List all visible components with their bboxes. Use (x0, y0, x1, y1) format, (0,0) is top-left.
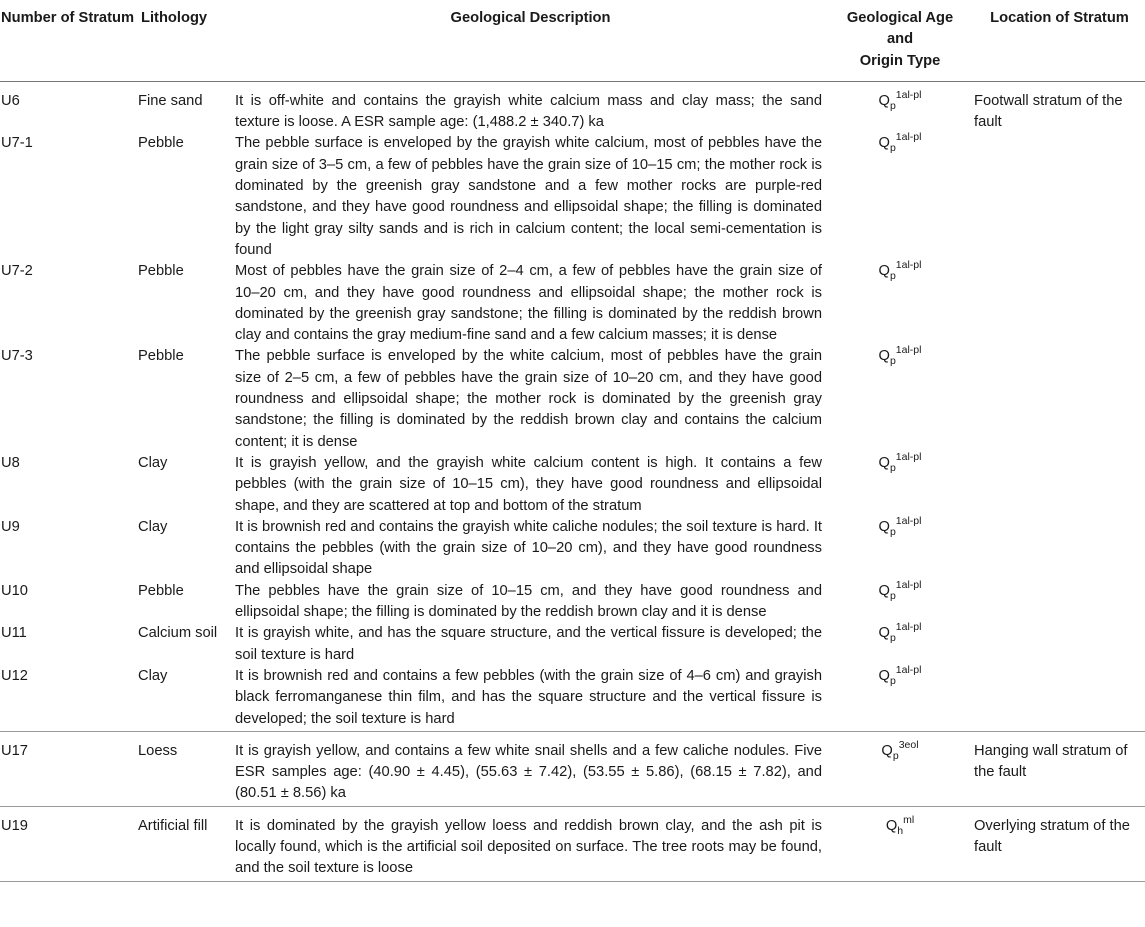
stratum-lithology: Pebble (138, 582, 184, 599)
age-subscript: p (889, 632, 896, 645)
stratum-location (974, 133, 1145, 261)
stratum-location: Hanging wall stratum of the fault (974, 731, 1145, 806)
table-row (0, 517, 1145, 581)
age-superscript: 1al-pl (895, 88, 922, 101)
stratum-age (826, 133, 974, 261)
header-row (0, 0, 1145, 81)
stratum-description: It is grayish yellow, and the grayish white calcium content is high. It contains a few pebbles (with the grain size of 10–15 cm), they have good roundness and ellipsoidal shape, and they are scattered at top and bottom of the stratum (235, 454, 822, 514)
stratum-description: It is dominated by the grayish yellow loess and reddish brown clay, and the ash pit is locally found, which is the artificial soil deposited on surface. The tree roots may be found, and the soil texture is loose (235, 806, 826, 881)
stratum-age (826, 514, 974, 581)
age-superscript: 1al-pl (895, 578, 922, 591)
table-row (0, 133, 1145, 261)
stratum-description: The pebble surface is enveloped by the white calcium, most of pebbles have the grain size of 2–5 cm, a few of pebbles have the grain size of 10–20 cm, and they have good roundness and ellipsoidal shape; the mother rock is dominated by the greenish gray sandstone; the filling is dominated by the reddish brown clay and contains the calcium content; it is dense (235, 348, 822, 450)
header-lithology: Lithology (138, 0, 235, 81)
header-geological-description: Geological Description (235, 0, 826, 81)
stratum-age (826, 663, 974, 731)
stratum-number: U9 (1, 518, 20, 535)
stratum-description: It is grayish yellow, and contains a few white snail shells and a few caliche nodules. Five ESR samples age: (40.90 ± 4.45), (55.63 ± 7.42), (53.55 ± 5.86), (68.15 ± 7.82), and (80.51 ± 8.56) ka (235, 731, 826, 806)
header-number-of-stratum: Number of Stratum (0, 0, 138, 81)
stratum-description: The pebble surface is enveloped by the grayish white calcium, most of pebbles have the grain size of 3–5 cm, a few of pebbles have the grain size of 10–15 cm; the mother rock is dominated by the greenish gray sandstone and a few mother rocks are purple-red sandstone, and they have good roundness and ellipsoidal shape; the filling is dominated by the light gray silty sands and is rich in calcium content; the local semi-cementation is found (235, 135, 822, 258)
stratum-age (826, 261, 974, 346)
table-row (0, 806, 1145, 881)
stratum-lithology: Loess (138, 731, 235, 806)
age-superscript: 1al-pl (895, 450, 922, 463)
stratum-age (826, 578, 974, 624)
age-subscript: p (889, 142, 896, 155)
stratum-description: It is off-white and contains the grayish white calcium mass and clay mass; the sand texture is loose. A ESR sample age: (1,488.2 ± 340.7) ka (235, 92, 822, 131)
stratum-description: Most of pebbles have the grain size of 2–4 cm, a few of pebbles have the grain size of 10–20 cm, and they have good roundness and ellipsoidal shape; the mother rock is dominated by the greenish gray sandstone; the filling is dominated by the reddish brown clay and contains the gray medium-fine sand and a few calcium masses; it is dense (235, 263, 822, 344)
stratum-description: It is grayish white, and has the square structure, and the vertical fissure is developed; the soil texture is hard (235, 625, 822, 663)
table-row (0, 453, 1145, 517)
age-base: Q (878, 348, 890, 365)
age-subscript: p (889, 270, 896, 283)
stratum-description: It is brownish red and contains a few pebbles (with the grain size of 4–6 cm) and grayish black ferromanganese thin film, and has the square structure and the vertical fissure is developed; the soil texture is hard (235, 666, 826, 731)
table-body (0, 81, 1145, 881)
table-row (0, 581, 1145, 624)
stratum-lithology: Calcium soil (138, 625, 218, 642)
age-superscript: 1al-pl (895, 344, 922, 357)
table-header (0, 0, 1145, 81)
stratum-number: U10 (1, 582, 28, 599)
stratum-location (974, 666, 1145, 731)
stratum-lithology: Pebble (138, 348, 184, 365)
age-base: Q (878, 135, 890, 152)
stratum-location (974, 623, 1145, 666)
stratum-location (974, 453, 1145, 517)
stratum-number: U6 (1, 92, 20, 109)
age-subscript: p (889, 461, 896, 474)
age-base: Q (878, 92, 890, 109)
stratum-age (826, 81, 974, 133)
table-row (0, 346, 1145, 452)
stratum-age (826, 346, 974, 452)
age-superscript: 1al-pl (895, 663, 922, 676)
age-superscript: ml (903, 813, 915, 826)
table-row (0, 731, 1145, 806)
stratum-location (974, 517, 1145, 581)
age-base: Q (878, 454, 890, 471)
stratum-age (826, 731, 974, 806)
stratum-location (974, 581, 1145, 624)
age-base: Q (878, 667, 890, 684)
header-age-line-1: Geological Age (846, 10, 954, 26)
age-superscript: 3eol (898, 738, 919, 751)
age-subscript: p (892, 749, 899, 762)
header-geological-age (826, 0, 974, 81)
age-superscript: 1al-pl (895, 514, 922, 527)
header-age-line-3: Origin Type (859, 52, 941, 69)
age-subscript: p (889, 525, 896, 538)
age-base: Q (878, 625, 890, 642)
stratum-lithology: Clay (138, 518, 168, 535)
age-base: Q (878, 582, 890, 599)
table-row (0, 81, 1145, 133)
stratum-number: U17 (0, 731, 138, 806)
stratum-age (826, 806, 974, 881)
age-subscript: h (897, 824, 904, 837)
age-base: Q (878, 263, 890, 280)
stratum-lithology: Clay (138, 666, 235, 731)
age-superscript: 1al-pl (895, 621, 922, 634)
stratum-location: Overlying stratum of the fault (974, 806, 1145, 881)
stratum-number: U19 (0, 806, 138, 881)
age-subscript: p (889, 589, 896, 602)
age-subscript: p (889, 674, 896, 687)
stratum-number: U12 (0, 666, 138, 731)
age-superscript: 1al-pl (895, 131, 922, 144)
header-age-line-2: and (886, 31, 914, 48)
stratum-location (974, 261, 1145, 346)
age-base: Q (878, 518, 890, 535)
stratum-number: U7-3 (1, 348, 33, 365)
stratum-number: U7-1 (1, 135, 33, 152)
stratum-lithology: Fine sand (138, 92, 203, 109)
stratum-location: Footwall stratum of the fault (974, 92, 1123, 131)
age-subscript: p (889, 355, 896, 368)
stratum-age (826, 450, 974, 517)
age-base: Q (885, 817, 898, 834)
table-row (0, 623, 1145, 666)
stratum-location (974, 346, 1145, 452)
stratum-age (826, 623, 974, 666)
age-base: Q (881, 742, 893, 759)
table-row (0, 261, 1145, 346)
stratum-lithology: Pebble (138, 263, 184, 280)
age-superscript: 1al-pl (895, 259, 922, 272)
stratum-description: The pebbles have the grain size of 10–15 cm, and they have good roundness and ellipsoidal shape; the filling is dominated by the reddish brown clay and it is dense (235, 582, 822, 621)
stratum-number: U8 (1, 454, 20, 471)
header-location-of-stratum: Location of Stratum (974, 0, 1145, 81)
table-row (0, 666, 1145, 731)
stratum-number: U7-2 (1, 263, 33, 280)
stratum-number: U11 (1, 625, 27, 642)
stratum-lithology: Artificial fill (138, 806, 235, 881)
stratum-lithology: Clay (138, 454, 168, 471)
age-subscript: p (889, 99, 896, 112)
stratum-description: It is brownish red and contains the grayish white caliche nodules; the soil texture is hard. It contains the pebbles (with the grain size of 10–20 cm), and they have good roundness and ellipsoidal shape (235, 518, 822, 578)
stratum-lithology: Pebble (138, 135, 184, 152)
